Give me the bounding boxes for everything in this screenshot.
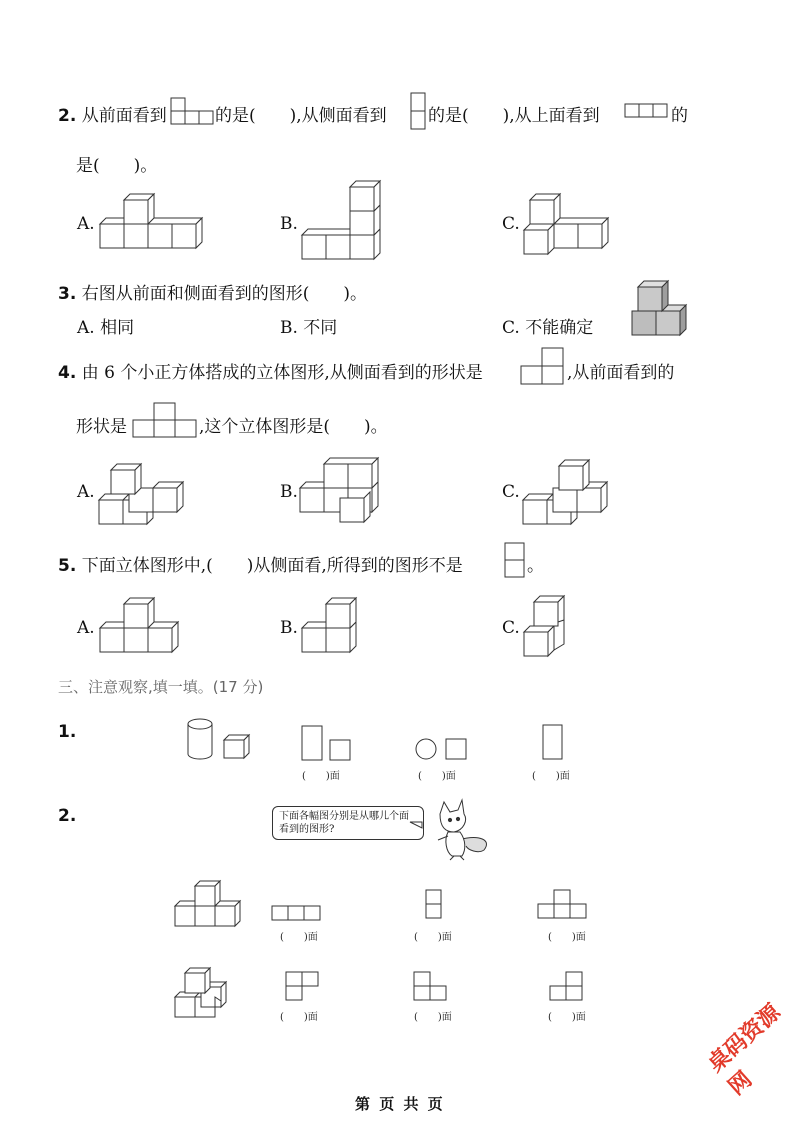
q4-text-line2a: 形状是 (76, 417, 127, 437)
q4-option-b-label: B. (280, 482, 298, 502)
q5-view-shape (504, 542, 526, 580)
section3-p2-row2-label3: ( )面 (548, 1012, 586, 1023)
q2-number: 2. (58, 106, 77, 126)
q3-cube-figure (630, 279, 692, 339)
q4-text-seg2: ,从前面看到的 (567, 363, 675, 383)
q2-side-view-shape (410, 92, 426, 132)
section3-p2-row2-view2 (412, 970, 450, 1004)
section3-p2-number: 2. (58, 806, 77, 826)
section3-p2-row2-cubes (175, 965, 233, 1021)
q4-front-view-shape (132, 402, 198, 440)
q2-line2: 是( )。 (76, 156, 158, 176)
q2-text-seg1: 从前面看到 (81, 106, 167, 126)
section3-p1-label3: ( )面 (532, 771, 570, 782)
q4-option-a-cubes (99, 460, 191, 526)
section3-p1-view3 (541, 723, 565, 761)
q4-option-c-label: C. (502, 482, 520, 502)
q2-option-c-label: C. (502, 214, 520, 234)
q5-text-seg2: 。 (527, 556, 544, 576)
section3-p2-row1-cubes (175, 880, 243, 928)
section3-p2-row2-label2: ( )面 (414, 1012, 452, 1023)
q5-number: 5. (58, 556, 77, 576)
q4-text-line2b: ,这个立体图形是( )。 (199, 417, 388, 437)
q5-line (58, 551, 463, 576)
q4-text-seg1: 由 6 个小正方体搭成的立体图形,从侧面看到的形状是 (81, 363, 483, 383)
section3-p2-row1-view2 (424, 888, 444, 922)
q5-text-seg1: 下面立体图形中,( )从侧面看,所得到的图形不是 (81, 556, 463, 576)
q2-text-seg4: 的 (671, 106, 688, 126)
q4-number: 4. (58, 363, 77, 383)
q2-option-c-cubes (524, 190, 614, 256)
section3-p1-label1: ( )面 (302, 771, 340, 782)
q5-option-a-cubes (100, 598, 184, 656)
fox-mascot-icon (410, 800, 496, 860)
q2-option-a-cubes (100, 194, 210, 252)
speech-bubble: 下面各幅图分别是从哪儿个面看到的图形? (272, 806, 424, 840)
section3-p1-number: 1. (58, 722, 77, 742)
q2-top-view-shape (624, 103, 670, 119)
section3-p2-row1-view1 (270, 904, 324, 922)
q3-line (58, 279, 367, 304)
q3-option-a: A. 相同 (77, 318, 135, 338)
q5-option-c-label: C. (502, 618, 520, 638)
q4-option-a-label: A. (77, 482, 95, 502)
q3-text: 右图从前面和侧面看到的图形( )。 (81, 284, 367, 304)
section3-p1-label2: ( )面 (418, 771, 456, 782)
q4-option-c-cubes (523, 460, 619, 526)
section3-p2-row1-view3 (536, 888, 590, 922)
q5-option-a-label: A. (77, 618, 95, 638)
q2-text-seg2: 的是( ),从侧面看到 (215, 106, 387, 126)
q4-option-b-cubes (300, 460, 388, 526)
section3-p1-view1 (300, 724, 354, 762)
page-footer: 第 页 共 页 (355, 1095, 445, 1113)
section3-p2-row1-label1: ( )面 (280, 932, 318, 943)
q2-option-b-cubes (302, 183, 392, 263)
section3-p2-row2-view1 (284, 970, 322, 1004)
q5-option-c-cubes (524, 594, 568, 660)
q2-text-seg3: 的是( ),从上面看到 (428, 106, 600, 126)
q3-option-c: C. 不能确定 (502, 318, 594, 338)
q5-option-b-cubes (302, 598, 362, 656)
q3-option-b: B. 不同 (280, 318, 338, 338)
q2-option-b-label: B. (280, 214, 298, 234)
section3-title: 三、注意观察,填一填。(17 分) (58, 678, 264, 696)
watermark-logo: 桌码资源网 (703, 999, 786, 1101)
q2-front-view-shape (170, 97, 215, 125)
section3-p1-cylinder-cube (186, 718, 256, 762)
section3-p2-row1-label3: ( )面 (548, 932, 586, 943)
q4-line1 (58, 358, 483, 383)
section3-p1-view2 (414, 736, 468, 762)
q5-option-b-label: B. (280, 618, 298, 638)
section3-p2-row2-label1: ( )面 (280, 1012, 318, 1023)
q3-number: 3. (58, 284, 77, 304)
q2-option-a-label: A. (77, 214, 95, 234)
section3-p2-row1-label2: ( )面 (414, 932, 452, 943)
q2-line1 (58, 101, 167, 126)
section3-p2-row2-view3 (548, 970, 586, 1004)
q4-side-view-shape (520, 347, 566, 387)
